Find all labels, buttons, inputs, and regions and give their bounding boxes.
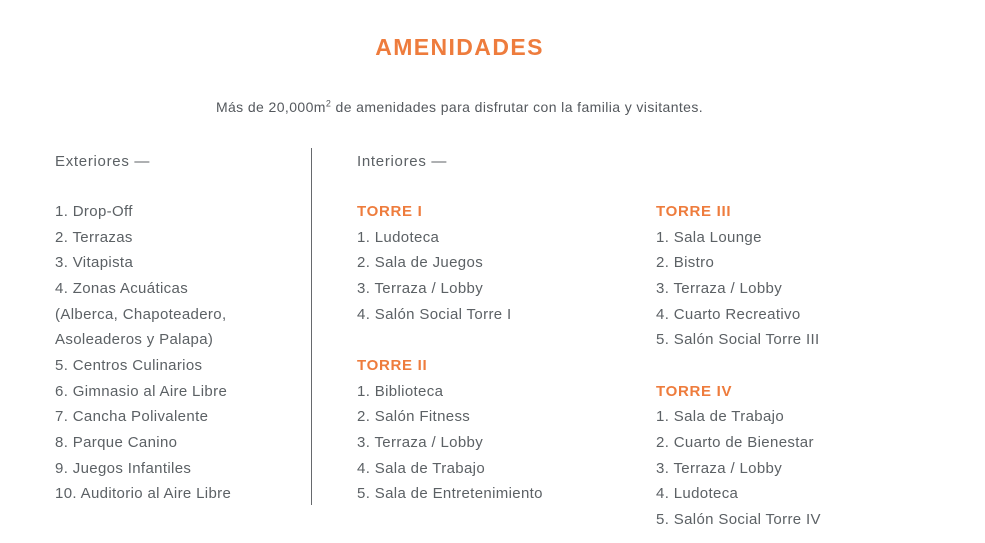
- exteriores-list: [55, 199, 231, 507]
- torre-ii-list: [357, 379, 543, 507]
- exteriores-list-item: (Alberca, Chapoteadero,: [55, 305, 227, 323]
- torre-i-list-item: 3. Terraza / Lobby: [357, 279, 484, 297]
- torre-iv-list-item: 3. Terraza / Lobby: [656, 459, 783, 477]
- torre-ii-group: [357, 353, 543, 507]
- torre-i-title: TORRE I: [357, 203, 423, 220]
- torre-i-list-item: 1. Ludoteca: [357, 228, 440, 246]
- exteriores-list-item: 3. Vitapista: [55, 254, 134, 272]
- torre-ii-list-item: 4. Sala de Trabajo: [357, 459, 486, 477]
- subtitle-superscript: 2: [325, 98, 332, 109]
- exteriores-list-item: 6. Gimnasio al Aire Libre: [55, 382, 228, 400]
- torre-iv-group: [656, 379, 821, 533]
- exteriores-header: Exteriores —: [55, 153, 151, 170]
- torre-i-group: [357, 199, 543, 327]
- interiores-column-2: [656, 199, 821, 533]
- exteriores-list-item: Asoleaderos y Palapa): [55, 331, 214, 349]
- torre-iv-list-item: 4. Ludoteca: [656, 485, 739, 503]
- torre-ii-list-item: 3. Terraza / Lobby: [357, 433, 484, 451]
- torre-i-list-item: 4. Salón Social Torre I: [357, 305, 512, 323]
- torre-iv-list-item: 1. Sala de Trabajo: [656, 408, 785, 426]
- torre-iii-group: [656, 199, 821, 353]
- interiores-header: Interiores —: [357, 153, 448, 170]
- torre-iv-list-item: 2. Cuarto de Bienestar: [656, 433, 814, 451]
- torre-iv-title: TORRE IV: [656, 382, 733, 400]
- torre-i-list: [357, 225, 543, 328]
- interiores-column-1: [357, 199, 543, 507]
- exteriores-list-item: 10. Auditorio al Aire Libre: [55, 485, 232, 503]
- torre-iv-list: [656, 404, 821, 532]
- exteriores-list-item: 9. Juegos Infantiles: [55, 459, 192, 477]
- torre-iii-list-item: 5. Salón Social Torre III: [656, 331, 820, 349]
- column-divider: [311, 148, 312, 505]
- torre-iii-list: [656, 225, 821, 353]
- torre-i-list-item: 2. Sala de Juegos: [357, 254, 484, 272]
- exteriores-list-item: 7. Cancha Polivalente: [55, 408, 209, 426]
- torre-iii-list-item: 4. Cuarto Recreativo: [656, 305, 801, 323]
- subtitle-suffix: de amenidades para disfrutar con la familia y visitantes.: [331, 99, 704, 115]
- torre-iv-list-item: 5. Salón Social Torre IV: [656, 510, 821, 528]
- torre-ii-title: TORRE II: [357, 356, 428, 374]
- exteriores-list-item: 1. Drop-Off: [55, 203, 133, 220]
- page-title: AMENIDADES: [375, 34, 544, 60]
- exteriores-list-item: 2. Terrazas: [55, 228, 133, 246]
- exteriores-list-item: 5. Centros Culinarios: [55, 356, 203, 374]
- subtitle-prefix: Más de 20,000m: [215, 99, 326, 115]
- page-subtitle: [0, 99, 919, 115]
- exteriores-list-item: 8. Parque Canino: [55, 433, 178, 451]
- torre-iii-list-item: 2. Bistro: [656, 254, 715, 272]
- torre-iii-list-item: 3. Terraza / Lobby: [656, 279, 783, 297]
- torre-iii-list-item: 1. Sala Lounge: [656, 228, 762, 246]
- exteriores-list-item: 4. Zonas Acuáticas: [55, 279, 189, 297]
- torre-iii-title: TORRE III: [656, 203, 732, 220]
- torre-ii-list-item: 2. Salón Fitness: [357, 408, 471, 426]
- torre-ii-list-item: 1. Biblioteca: [357, 382, 444, 400]
- torre-ii-list-item: 5. Sala de Entretenimiento: [357, 485, 543, 503]
